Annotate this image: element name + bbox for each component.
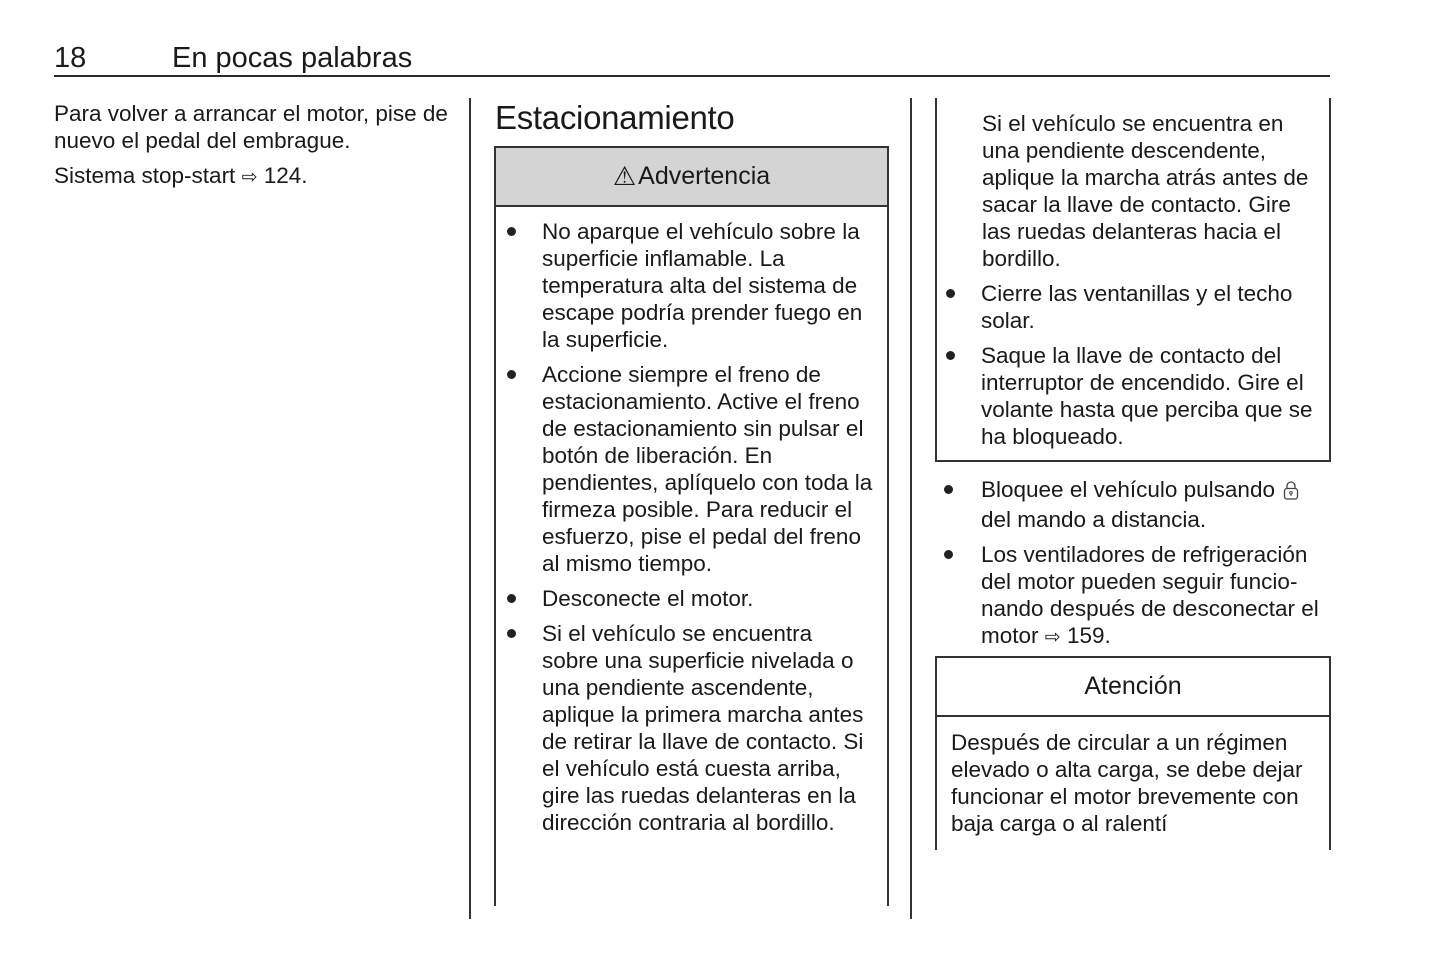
restart-paragraph: Para volver a arrancar el motor, pise de nuevo el pedal del embrague. [54, 101, 448, 153]
lock-button-icon [1283, 479, 1299, 506]
page-number: 18 [54, 42, 87, 74]
header-rule [54, 75, 1330, 77]
bullet-icon [506, 361, 542, 388]
list-item-text: Los ventiladores de refrigeración del motor pueden seguir funcionando después de desconectar el motor [981, 542, 1319, 648]
list-item [945, 342, 1315, 450]
list-item-text: Saque la llave de contacto del interruptor de encendido. Gire el volante hasta que perciba que se ha bloqueado. [981, 343, 1313, 449]
list-item [506, 361, 873, 577]
list-item-text: Si el vehículo se encuentra sobre una superficie nivelada o una pendiente ascendente, aplique la primera marcha antes de retirar la llave de contacto. Si el vehículo está cuesta arriba, gire las ruedas delanteras en la dirección contraria al bordillo. [542, 621, 864, 835]
column-divider-1 [469, 98, 471, 919]
warning-box-continued [935, 98, 1331, 462]
list-item [506, 218, 873, 353]
stop-start-label: Sistema stop-start [54, 163, 236, 188]
chapter-title: En pocas palabras [172, 42, 413, 74]
list-item-text: Bloquee el vehículo pulsando [981, 477, 1275, 502]
stop-start-reference [54, 162, 454, 189]
list-item [506, 585, 873, 612]
warning-title: Advertencia [638, 162, 771, 190]
warning-box [494, 146, 889, 906]
warning-continued-body [937, 98, 1329, 450]
list-item [945, 280, 1315, 334]
bullet-icon [506, 585, 542, 612]
list-item [943, 476, 1335, 533]
bullet-icon [506, 620, 542, 647]
column-1 [54, 100, 454, 189]
list-item [506, 620, 873, 836]
bullet-icon [943, 476, 979, 503]
bullet-icon [506, 218, 542, 245]
page-reference-arrow-icon: ⇨ [241, 167, 258, 188]
warning-triangle-icon: ⚠ [612, 161, 637, 191]
column-divider-2 [910, 98, 912, 919]
warning-list [506, 218, 873, 836]
bullet-icon [945, 280, 981, 307]
list-item [943, 541, 1335, 649]
list-item-text: Desconecte el motor. [542, 586, 754, 611]
warning-continued-list [945, 280, 1315, 450]
list-item-text: No aparque el vehículo sobre la superficie inflamable. La temperatura alta del sistema de escape podría prender fuego en la superficie. [542, 219, 863, 352]
warning-header [496, 148, 887, 207]
attention-body: Después de circular a un régimen elevado o alta carga, se debe dejar funcionar el motor brevemente con baja carga o al ralentí [951, 730, 1303, 836]
list-item-text: Cierre las ventanillas y el techo solar. [981, 281, 1293, 333]
page-reference-link[interactable]: 159. [1066, 623, 1111, 648]
attention-box [935, 656, 1331, 850]
warning-body [496, 207, 887, 836]
page-reference-link[interactable]: 124. [263, 163, 308, 188]
page-reference-arrow-icon: ⇨ [1044, 627, 1061, 648]
section-title: Estacionamiento [495, 99, 735, 136]
parking-steps-list [943, 476, 1335, 657]
bullet-icon [943, 541, 979, 568]
bullet-icon [945, 342, 981, 369]
list-item-text-suffix: del mando a distancia. [981, 507, 1207, 532]
attention-header: Atención [937, 658, 1329, 717]
list-item-text: Accione siempre el freno de estacionamiento. Active el freno de estacionamiento sin pulsar el botón de liberación. En pendientes, aplíquelo con toda la firmeza posible. Para reducir el esfuerzo, pise el pedal del freno al mismo tiempo. [542, 362, 873, 576]
warning-continuation-text: Si el vehículo se encuentra en una pendiente descendente, aplique la marcha atrás antes de sacar la llave de contacto. Gire las ruedas delanteras hacia el bordillo. [982, 111, 1309, 271]
